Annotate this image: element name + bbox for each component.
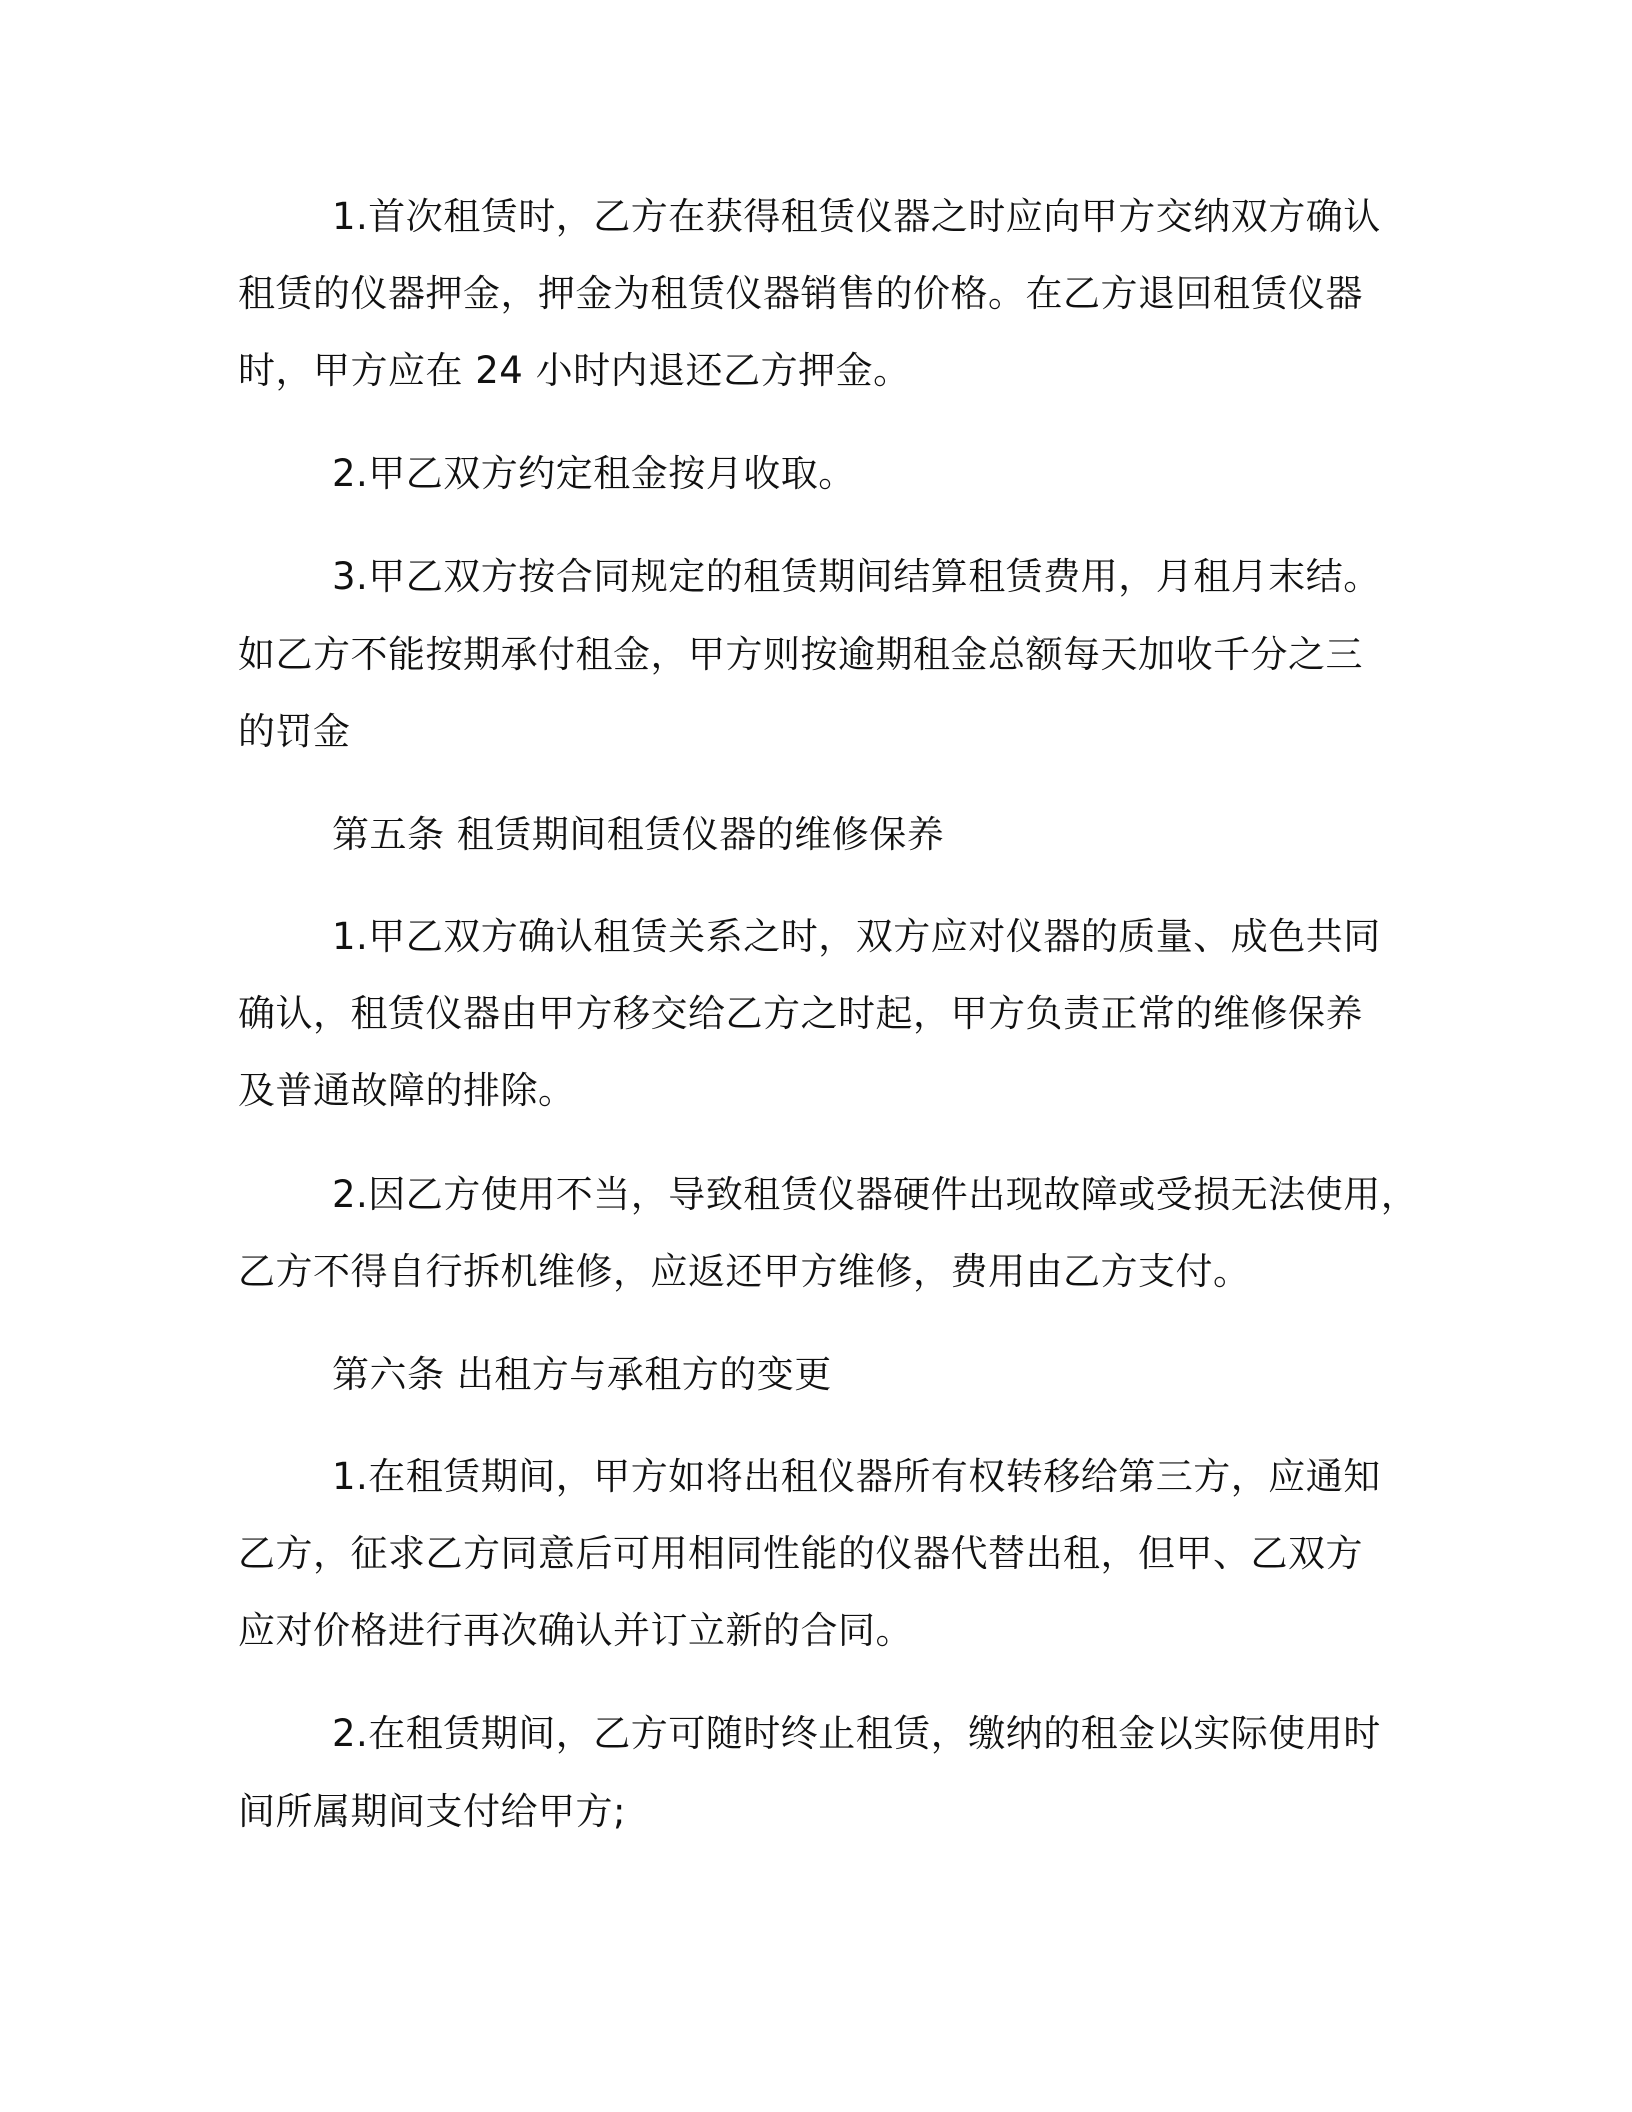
text-line: 1.首次租赁时，乙方在获得租赁仪器之时应向甲方交纳双方确认: [332, 195, 1381, 238]
text-line: 2.因乙方使用不当，导致租赁仪器硬件出现故障或受损无法使用，: [332, 1173, 1419, 1216]
text-line: 3.甲乙双方按合同规定的租赁期间结算租赁费用，月租月末结。: [332, 555, 1381, 598]
text-line: 及普通故障的排除。: [238, 1069, 576, 1112]
text-line: 的罚金: [238, 710, 351, 753]
text-line: 2.在租赁期间，乙方可随时终止租赁，缴纳的租金以实际使用时: [332, 1712, 1381, 1755]
text-line: 确认，租赁仪器由甲方移交给乙方之时起，甲方负责正常的维修保养: [238, 992, 1363, 1035]
text-line: 1.在租赁期间，甲方如将出租仪器所有权转移给第三方，应通知: [332, 1455, 1381, 1498]
text-line: 2.甲乙双方约定租金按月收取。: [332, 452, 856, 495]
text-line: 乙方不得自行拆机维修，应返还甲方维修，费用由乙方支付。: [238, 1250, 1251, 1293]
text-line: 间所属期间支付给甲方;: [238, 1790, 626, 1833]
text-line: 如乙方不能按期承付租金，甲方则按逾期租金总额每天加收千分之三: [238, 633, 1363, 676]
text-line: 应对价格进行再次确认并订立新的合同。: [238, 1609, 913, 1652]
section-heading: 第六条 出租方与承租方的变更: [332, 1353, 832, 1396]
text-line: 租赁的仪器押金，押金为租赁仪器销售的价格。在乙方退回租赁仪器: [238, 272, 1363, 315]
text-line: 乙方，征求乙方同意后可用相同性能的仪器代替出租，但甲、乙双方: [238, 1532, 1363, 1575]
text-line: 时，甲方应在 24 小时内退还乙方押金。: [238, 349, 911, 392]
section-heading: 第五条 租赁期间租赁仪器的维修保养: [332, 813, 945, 856]
text-line: 1.甲乙双方确认租赁关系之时，双方应对仪器的质量、成色共同: [332, 915, 1381, 958]
